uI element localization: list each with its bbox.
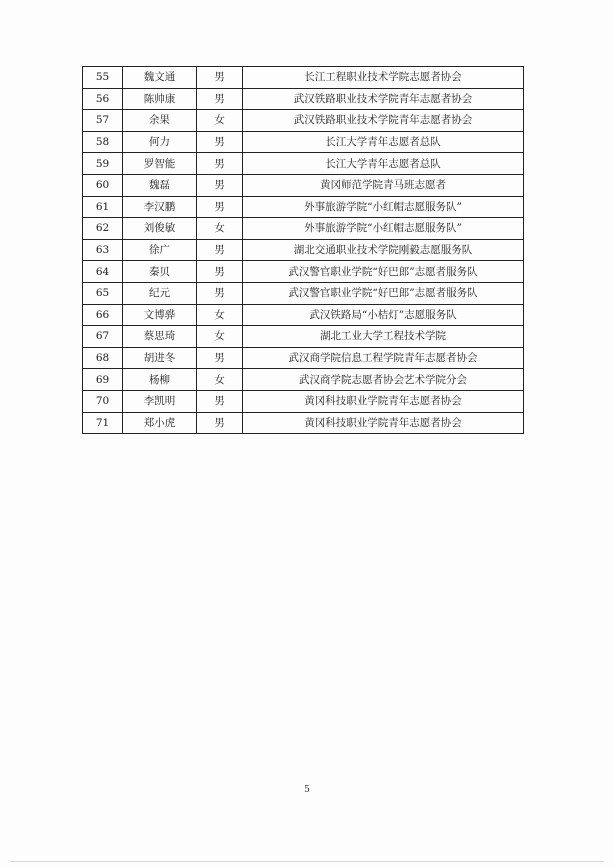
volunteer-name: 杨柳 — [123, 369, 197, 391]
volunteer-name: 文博骅 — [123, 304, 197, 326]
volunteer-name: 余果 — [123, 110, 197, 132]
volunteer-table — [82, 66, 524, 434]
table-row — [83, 131, 524, 153]
volunteer-organization: 长江大学青年志愿者总队 — [243, 131, 524, 153]
volunteer-gender: 女 — [197, 369, 243, 391]
volunteer-gender: 女 — [197, 326, 243, 348]
volunteer-name: 秦贝 — [123, 261, 197, 283]
row-number: 58 — [83, 131, 123, 153]
row-number: 60 — [83, 174, 123, 196]
table-row — [83, 282, 524, 304]
volunteer-organization: 长江大学青年志愿者总队 — [243, 153, 524, 175]
row-number: 64 — [83, 261, 123, 283]
row-number: 66 — [83, 304, 123, 326]
volunteer-organization: 武汉商学院信息工程学院青年志愿者协会 — [243, 347, 524, 369]
volunteer-organization: 武汉铁路局“小桔灯”志愿服务队 — [243, 304, 524, 326]
table-row — [83, 218, 524, 240]
volunteer-organization: 黄冈师范学院青马班志愿者 — [243, 174, 524, 196]
volunteer-gender: 男 — [197, 261, 243, 283]
row-number: 69 — [83, 369, 123, 391]
volunteer-organization: 黄冈科技职业学院青年志愿者协会 — [243, 412, 524, 434]
volunteer-name: 魏磊 — [123, 174, 197, 196]
volunteer-gender: 男 — [197, 131, 243, 153]
volunteer-organization: 黄冈科技职业学院青年志愿者协会 — [243, 390, 524, 412]
volunteer-name: 胡进冬 — [123, 347, 197, 369]
table-row — [83, 412, 524, 434]
volunteer-organization: 湖北交通职业技术学院刚毅志愿服务队 — [243, 239, 524, 261]
row-number: 70 — [83, 390, 123, 412]
row-number: 71 — [83, 412, 123, 434]
volunteer-name: 徐广 — [123, 239, 197, 261]
volunteer-organization: 外事旅游学院“小红帽志愿服务队” — [243, 196, 524, 218]
row-number: 67 — [83, 326, 123, 348]
row-number: 63 — [83, 239, 123, 261]
volunteer-name: 李汉鹏 — [123, 196, 197, 218]
volunteer-gender: 男 — [197, 412, 243, 434]
row-number: 55 — [83, 67, 123, 89]
volunteer-name: 魏文通 — [123, 67, 197, 89]
volunteer-gender: 女 — [197, 110, 243, 132]
table-row — [83, 369, 524, 391]
volunteer-organization: 武汉铁路职业技术学院青年志愿者协会 — [243, 88, 524, 110]
volunteer-gender: 男 — [197, 88, 243, 110]
volunteer-organization: 外事旅游学院“小红帽志愿服务队” — [243, 218, 524, 240]
row-number: 56 — [83, 88, 123, 110]
volunteer-gender: 女 — [197, 218, 243, 240]
volunteer-gender: 男 — [197, 347, 243, 369]
table-row — [83, 67, 524, 89]
volunteer-organization: 武汉警官职业学院“好巴郎”志愿者服务队 — [243, 261, 524, 283]
row-number: 59 — [83, 153, 123, 175]
table-row — [83, 153, 524, 175]
volunteer-name: 罗智能 — [123, 153, 197, 175]
volunteer-name: 何力 — [123, 131, 197, 153]
row-number: 68 — [83, 347, 123, 369]
table-row — [83, 261, 524, 283]
table-row — [83, 326, 524, 348]
volunteer-name: 纪元 — [123, 282, 197, 304]
volunteer-organization: 武汉警官职业学院“好巴郎”志愿者服务队 — [243, 282, 524, 304]
volunteer-gender: 男 — [197, 67, 243, 89]
volunteer-name: 蔡思琦 — [123, 326, 197, 348]
table-row — [83, 390, 524, 412]
volunteer-gender: 男 — [197, 174, 243, 196]
volunteer-gender: 男 — [197, 239, 243, 261]
table-row — [83, 347, 524, 369]
volunteer-gender: 男 — [197, 153, 243, 175]
volunteer-organization: 武汉商学院志愿者协会艺术学院分会 — [243, 369, 524, 391]
volunteer-name: 郑小虎 — [123, 412, 197, 434]
row-number: 62 — [83, 218, 123, 240]
volunteer-organization: 武汉铁路职业技术学院青年志愿者协会 — [243, 110, 524, 132]
table-row — [83, 88, 524, 110]
volunteer-name: 陈帅康 — [123, 88, 197, 110]
volunteer-gender: 男 — [197, 390, 243, 412]
row-number: 57 — [83, 110, 123, 132]
volunteer-name: 刘俊敏 — [123, 218, 197, 240]
volunteer-gender: 男 — [197, 282, 243, 304]
scan-edge-line — [10, 861, 604, 862]
table-row — [83, 110, 524, 132]
page-number: 5 — [304, 785, 310, 795]
table-row — [83, 239, 524, 261]
volunteer-organization: 湖北工业大学工程技术学院 — [243, 326, 524, 348]
volunteer-organization: 长江工程职业技术学院志愿者协会 — [243, 67, 524, 89]
row-number: 61 — [83, 196, 123, 218]
volunteer-gender: 女 — [197, 304, 243, 326]
table-row — [83, 174, 524, 196]
table-row — [83, 196, 524, 218]
table-row — [83, 304, 524, 326]
volunteer-gender: 男 — [197, 196, 243, 218]
volunteer-name: 李凯明 — [123, 390, 197, 412]
row-number: 65 — [83, 282, 123, 304]
